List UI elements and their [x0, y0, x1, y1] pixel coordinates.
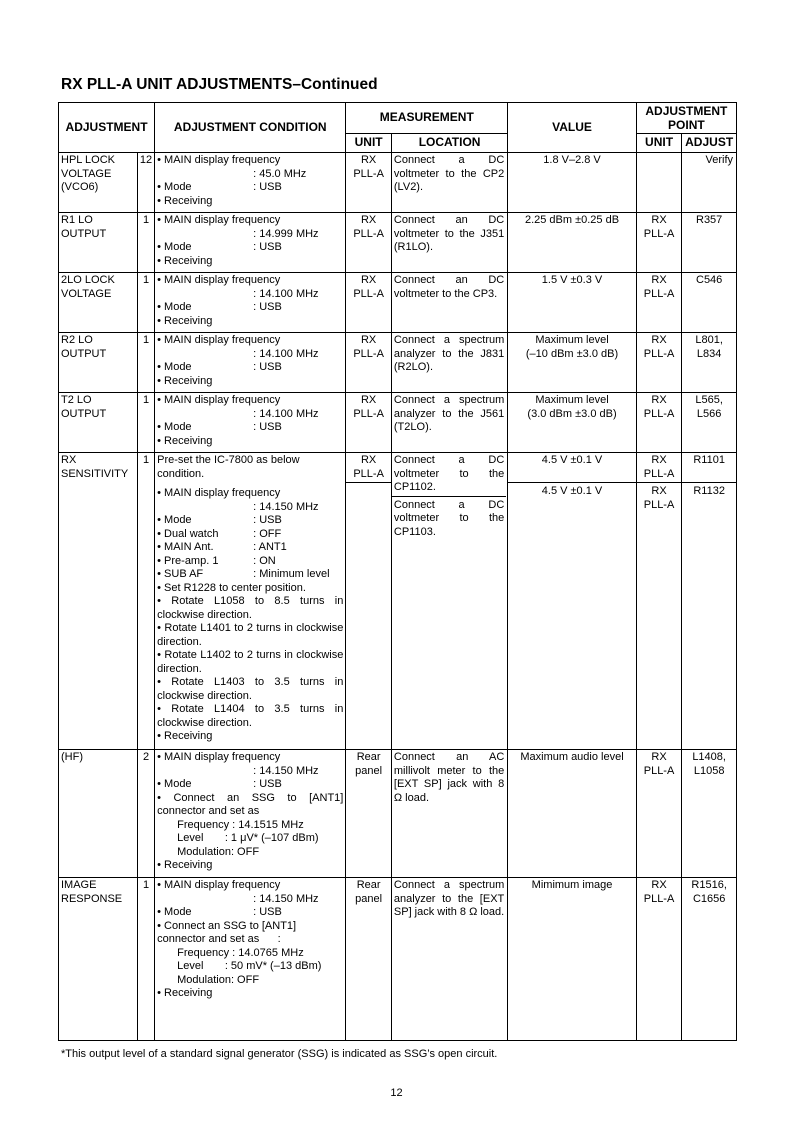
- ap-adjust-cell: C546: [682, 273, 737, 333]
- location-cell: Connect a DC voltmeter to the CP1102. Connect a DC voltmeter to the CP1103.: [391, 453, 507, 750]
- value-cell: Maximum level (3.0 dBm ±3.0 dB): [508, 393, 637, 453]
- condition-item: • Pre-amp. 1 : ON: [157, 554, 276, 567]
- ssg-modulation: Modulation: OFF: [177, 845, 260, 858]
- ap-adjust-cell: Verify: [682, 153, 737, 213]
- table-row: [59, 878, 737, 1041]
- condition-line: • MAIN display frequency: [157, 751, 281, 763]
- ssg-level: Level : 1 μV* (–107 dBm): [177, 832, 319, 844]
- condition-line: • Receiving: [157, 434, 213, 447]
- location-cell: Connect a spectrum analyzer to the [EXT SP] jack with 8 Ω load.: [391, 878, 507, 1041]
- unit-cell: RX PLL-A: [346, 393, 392, 453]
- table-row: [59, 750, 737, 878]
- condition-value: : 14.150 MHz: [253, 764, 319, 777]
- value-cell: Maximum level (–10 dBm ±3.0 dB): [508, 333, 637, 393]
- ap-unit-cell: RX PLL-A: [636, 333, 682, 393]
- header-adjustment: ADJUSTMENT: [59, 103, 155, 153]
- location-cell: Connect a spectrum analyzer to the J831 (R2LO).: [391, 333, 507, 393]
- location-cell: Connect an DC voltmeter to the CP3.: [391, 273, 507, 333]
- condition-cell: [155, 453, 346, 750]
- condition-value: : 14.100 MHz: [253, 347, 319, 360]
- condition-item: • SUB AF : Minimum level: [157, 568, 330, 580]
- unit-cell: RX PLL-A: [346, 273, 392, 333]
- adjustment-name: T2 LO OUTPUT: [59, 393, 138, 453]
- location-cell: Connect an AC millivolt meter to the [EXT SP] jack with 8 Ω load.: [391, 750, 507, 878]
- step-number: 1: [137, 273, 154, 333]
- adjustment-name: HPL LOCK VOLTAGE (VCO6): [59, 153, 138, 213]
- condition-line: • Receiving: [157, 314, 213, 327]
- step-line: • Set R1228 to center position.: [157, 581, 306, 594]
- unit-cell: Rear panel: [346, 750, 392, 878]
- ssg-modulation: Modulation: OFF: [177, 973, 260, 986]
- step-number: 1: [137, 393, 154, 453]
- value-cell: Mimimum image: [508, 878, 637, 1041]
- adjustment-name: 2LO LOCK VOLTAGE: [59, 273, 138, 333]
- condition-item: • Dual watch : OFF: [157, 527, 282, 540]
- ap-unit-cell: RX PLL-A: [636, 273, 682, 333]
- condition-cell: [155, 750, 346, 878]
- adjustment-name: IMAGE RESPONSE: [59, 878, 138, 1041]
- ap-unit-cell: RX PLL-A RX PLL-A: [636, 453, 682, 750]
- preset-line: Pre-set the IC-7800 as below condition.: [157, 454, 300, 480]
- step-number: 1: [137, 878, 154, 1041]
- step-line: • Receiving: [157, 730, 213, 742]
- unit-cell: RX PLL-A: [346, 213, 392, 273]
- condition-line: • Receiving: [157, 374, 213, 387]
- step-number: 2: [137, 750, 154, 878]
- header-condition: ADJUSTMENT CONDITION: [155, 103, 346, 153]
- unit-cell: RX PLL-A: [346, 453, 392, 750]
- value-cell: 1.5 V ±0.3 V: [508, 273, 637, 333]
- ap-adjust-cell: L1408, L1058: [682, 750, 737, 878]
- condition-value: : 14.100 MHz: [253, 407, 319, 420]
- value-cell: 2.25 dBm ±0.25 dB: [508, 213, 637, 273]
- ap-unit-cell: [636, 153, 682, 213]
- condition-line: • Receiving: [157, 254, 213, 267]
- condition-item: • Mode : USB: [157, 906, 282, 918]
- location-cell: Connect an DC voltmeter to the J351 (R1LO).: [391, 213, 507, 273]
- condition-item: • Mode : USB: [157, 241, 282, 253]
- value-cell: 1.8 V–2.8 V: [508, 153, 637, 213]
- condition-cell: [155, 333, 346, 393]
- table-row: [59, 273, 737, 333]
- condition-line: • Receiving: [157, 987, 213, 999]
- header-ap-adjust: ADJUST: [682, 134, 737, 153]
- table-row: [59, 333, 737, 393]
- condition-cell: [155, 878, 346, 1041]
- condition-item: • Mode : USB: [157, 421, 282, 433]
- condition-line: • Receiving: [157, 859, 213, 871]
- condition-line: • MAIN display frequency: [157, 274, 281, 286]
- header-location: LOCATION: [391, 134, 507, 153]
- adjustment-table: [58, 102, 737, 1041]
- header-measurement: MEASUREMENT: [346, 103, 508, 134]
- condition-value: : 45.0 MHz: [253, 167, 307, 180]
- ap-adjust-cell: R1101 R1132: [682, 453, 737, 750]
- unit-cell: RX PLL-A: [346, 333, 392, 393]
- condition-line: • MAIN display frequency: [157, 214, 281, 226]
- condition-line: • MAIN display frequency: [157, 487, 281, 499]
- step-number: 1: [137, 213, 154, 273]
- condition-line: • MAIN display frequency: [157, 879, 281, 891]
- adjustment-name: R2 LO OUTPUT: [59, 333, 138, 393]
- condition-line: • MAIN display frequency: [157, 334, 281, 346]
- ssg-level: Level : 50 mV* (–13 dBm): [177, 960, 322, 972]
- table-row: [59, 153, 737, 213]
- ap-adjust-cell: R1516, C1656: [682, 878, 737, 1041]
- adjustment-name: (HF): [59, 750, 138, 878]
- step-line: • Rotate L1403 to 3.5 turns in clockwise direction.: [157, 676, 344, 702]
- step-number: 12: [137, 153, 154, 213]
- header-adjustment-point: ADJUSTMENT POINT: [636, 103, 736, 134]
- table-row: [59, 393, 737, 453]
- condition-item: • Mode : USB: [157, 181, 282, 193]
- ap-adjust-cell: L801, L834: [682, 333, 737, 393]
- table-row: [59, 213, 737, 273]
- footnote: *This output level of a standard signal generator (SSG) is indicated as SSG’s open circuit.: [61, 1048, 498, 1060]
- header-row: [59, 103, 737, 134]
- value-cell: 4.5 V ±0.1 V 4.5 V ±0.1 V: [508, 453, 637, 750]
- step-line: • Rotate L1058 to 8.5 turns in clockwise direction.: [157, 595, 344, 621]
- page-title: RX PLL-A UNIT ADJUSTMENTS–Continued: [61, 76, 378, 93]
- ap-unit-cell: RX PLL-A: [636, 393, 682, 453]
- step-line: • Rotate L1401 to 2 turns in clockwise direction.: [157, 622, 344, 648]
- step-line: • Rotate L1402 to 2 turns in clockwise direction.: [157, 649, 344, 675]
- step-number: 1: [137, 453, 154, 750]
- ssg-frequency: Frequency : 14.0765 MHz: [177, 946, 304, 959]
- ap-adjust-cell: R357: [682, 213, 737, 273]
- ap-unit-cell: RX PLL-A: [636, 878, 682, 1041]
- condition-line: • MAIN display frequency: [157, 394, 281, 406]
- step-line: • Rotate L1404 to 3.5 turns in clockwise direction.: [157, 703, 344, 729]
- ap-unit-cell: RX PLL-A: [636, 213, 682, 273]
- condition-cell: [155, 273, 346, 333]
- step-number: 1: [137, 333, 154, 393]
- ap-adjust-cell: L565, L566: [682, 393, 737, 453]
- condition-value: : 14.999 MHz: [253, 227, 319, 240]
- condition-cell: [155, 153, 346, 213]
- header-value: VALUE: [508, 103, 637, 153]
- unit-cell: RX PLL-A: [346, 153, 392, 213]
- condition-line: • Receiving: [157, 194, 213, 207]
- condition-item: • MAIN Ant. : ANT1: [157, 541, 287, 553]
- header-unit: UNIT: [346, 134, 392, 153]
- condition-value: : 14.150 MHz: [253, 500, 319, 513]
- adjustment-name: R1 LO OUTPUT: [59, 213, 138, 273]
- condition-line: • MAIN display frequency: [157, 154, 281, 166]
- ssg-line: • Connect an SSG to [ANT1] connector and set as: [157, 791, 344, 817]
- condition-value: : 14.150 MHz: [253, 892, 319, 905]
- ssg-line: • Connect an SSG to [ANT1] connector and set as :: [157, 919, 300, 945]
- value-cell: Maximum audio level: [508, 750, 637, 878]
- location-cell: Connect a spectrum analyzer to the J561 (T2LO).: [391, 393, 507, 453]
- condition-cell: [155, 213, 346, 273]
- condition-item: • Mode : USB: [157, 778, 282, 790]
- condition-item: • Mode : USB: [157, 301, 282, 313]
- location-cell: Connect a DC voltmeter to the CP2 (LV2).: [391, 153, 507, 213]
- adjustment-name: RX SENSITIVITY: [59, 453, 138, 750]
- page-number: 12: [390, 1087, 403, 1099]
- condition-value: : 14.100 MHz: [253, 287, 319, 300]
- unit-cell: Rear panel: [346, 878, 392, 1041]
- condition-item: • Mode : USB: [157, 514, 282, 526]
- condition-cell: [155, 393, 346, 453]
- header-ap-unit: UNIT: [636, 134, 682, 153]
- table-row: [59, 453, 737, 750]
- ap-unit-cell: RX PLL-A: [636, 750, 682, 878]
- ssg-frequency: Frequency : 14.1515 MHz: [177, 818, 304, 831]
- condition-item: • Mode : USB: [157, 361, 282, 373]
